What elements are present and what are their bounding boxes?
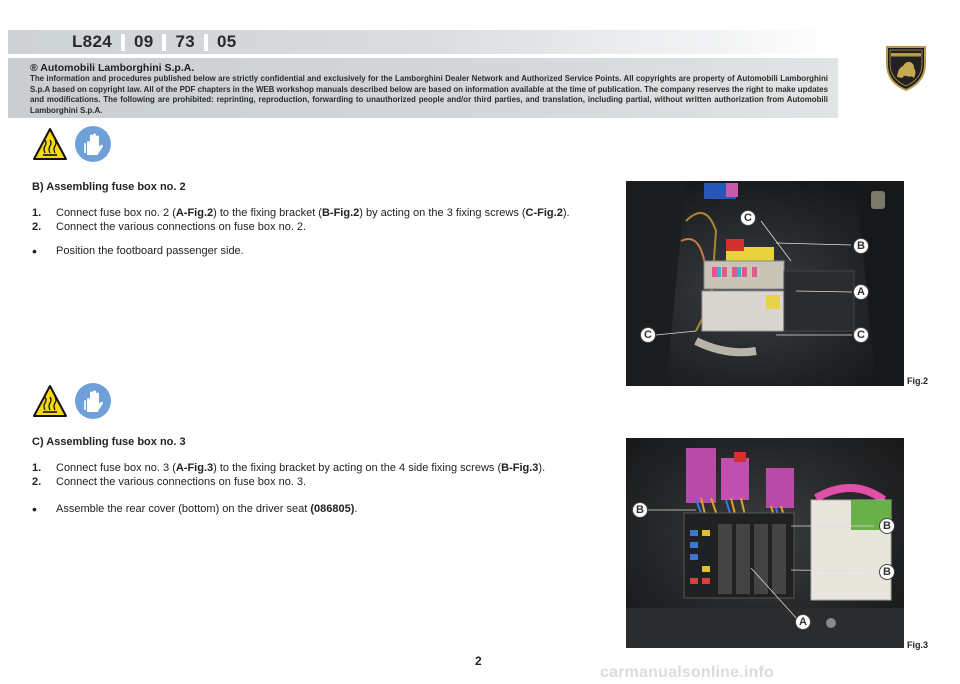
step-text: Connect the various connections on fuse box no. 2. [56,221,307,233]
legal-title: ® Automobili Lamborghini S.p.A. [30,62,195,74]
step-number: 2. [32,221,42,233]
section-b-title: B) Assembling fuse box no. 2 [32,181,186,193]
figure-reference: B-Fig.2 [321,207,360,219]
hot-surface-warning-icon [32,384,68,418]
protective-gloves-icon [75,126,111,162]
figure-reference: A-Fig.3 [175,462,214,474]
watermark: carmanualsonline.info [600,664,775,681]
callout-a-fusebox: A [795,614,811,630]
code-group: 09 [133,32,154,51]
figure-reference: A-Fig.2 [175,207,214,219]
figure-2-label: Fig.2 [907,376,929,386]
code-separator [121,34,125,51]
callout-a-fusebox: A [853,284,869,300]
section-c-step-2 [32,476,306,488]
figure-3-label: Fig.3 [907,640,929,650]
legal-notice [8,58,838,118]
code-model: L824 [72,32,112,51]
code-subgroup: 73 [175,32,195,51]
callout-b-bracket: B [853,238,869,254]
step-number: 1. [32,462,42,474]
document-code [72,33,237,51]
section-b-note [32,245,244,257]
hot-surface-warning-icon [32,127,68,161]
step-number: 1. [32,207,42,219]
section-c-note [32,503,357,515]
protective-gloves-icon [75,383,111,419]
note-text: Assemble the rear cover (bottom) on the driver seat (086805). [56,503,358,515]
figure-3-photo [626,438,904,648]
safety-icons-b [32,126,111,162]
code-separator [204,34,208,51]
bullet-icon: • [32,243,37,259]
note-text: Position the footboard passenger side. [56,245,244,257]
step-text: Connect fuse box no. 2 (A-Fig.2) to the fixing bracket (B-Fig.2) by acting on the 3 fixing screws (C-Fig.2). [56,207,570,219]
callout-b-left: B [632,502,648,518]
legal-text: The information and procedures published below are strictly confidential and exclusively for the Lamborghini Dealer Network and Authorized Service Points. All copyrights are property of Automobili Lamborghini S.p.A based on copyright law. All of the PDF chapters in the WEB workshop manuals described below are based on information available at the time of publication. The company reserves the right to make updates and modifications. The following are prohibited: reprinting, reproduction, forwarding to unauthorized people and/or third parties, and translation, including partial, without written authorization from Automobili Lamborghini S.p.A. [30,74,828,115]
code-separator [162,34,166,51]
lamborghini-logo [884,44,928,92]
section-b-step-2 [32,221,306,233]
callout-c-left: C [640,327,656,343]
bullet-icon: • [32,501,37,517]
figure-reference: C-Fig.2 [525,207,563,219]
section-c-step-1 [32,462,545,474]
step-number: 2. [32,476,42,488]
section-b-step-1 [32,207,570,219]
section-c-title: C) Assembling fuse box no. 3 [32,436,186,448]
safety-icons-c [32,383,111,419]
page-number: 2 [475,654,482,668]
step-text: Connect the various connections on fuse box no. 3. [56,476,307,488]
callout-c-top: C [740,210,756,226]
callout-b-lower-right: B [879,564,895,580]
callout-b-upper-right: B [879,518,895,534]
figure-reference: B-Fig.3 [501,462,539,474]
step-text: Connect fuse box no. 3 (A-Fig.3) to the fixing bracket by acting on the 4 side fixing screws (B-Fig.3). [56,462,546,474]
procedure-reference: (086805) [310,503,355,515]
callout-c-right: C [853,327,869,343]
code-procedure: 05 [216,32,237,51]
